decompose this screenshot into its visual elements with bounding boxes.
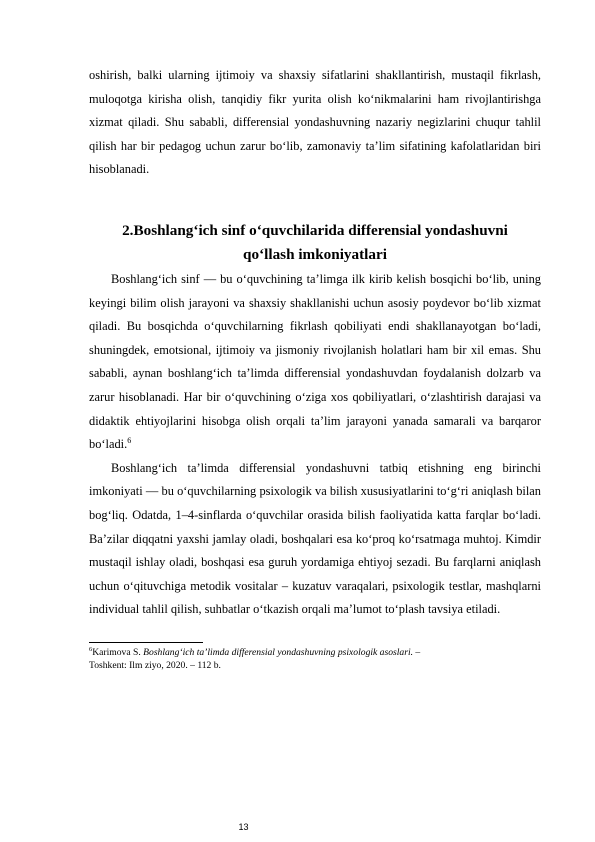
footnote-separator	[89, 642, 203, 643]
footnote-publication: Toshkent: Ilm ziyo, 2020. – 112 b.	[89, 659, 221, 671]
paragraph-1	[89, 268, 541, 457]
section-heading: 2.Boshlang‘ich sinf o‘quvchilarida differensial yondashuvni qo‘llash imkoniyatlari	[122, 221, 508, 264]
opening-paragraph: oshirish, balki ularning ijtimoiy va shaxsiy sifatlarini shakllantirish, mustaqil fikrlash, muloqotga kirisha olish, tanqidiy fikr yurita olish ko‘nikmalarini ham rivojlantirishga xizmat qiladi. Shu sababli, differensial yondashuvning nazariy negizlarini chuqur tahlil qilish har bir pedagog uchun zarur bo‘lib, zamonaviy ta’lim sifatining kafolatlaridan biri hisoblanadi.	[89, 68, 541, 177]
page-number: 13	[238, 822, 249, 832]
footnote	[89, 646, 541, 672]
footnote-dash: –	[413, 646, 421, 658]
document-page	[89, 64, 541, 672]
footnote-number: 6	[89, 645, 93, 653]
footnote-title: Boshlang‘ich ta’limda differensial yondashuvning psixologik asoslari.	[143, 646, 414, 658]
paragraph-2: Boshlang‘ich ta’limda differensial yondashuvni tatbiq etishning eng birinchi imkoniyati — bu o‘quvchilarning psixologik va bilish xususiyatlarini to‘g‘ri aniqlash bilan bog‘liq. Odatda, 1–4-sinflarda o‘quvchilar orasida bilish faoliyatida katta farqlar bo‘ladi. Ba’zilar diqqatni yaxshi jamlay oladi, boshqalari esa ko‘proq ko‘rsatmaga muhtoj. Kimdir mustaqil ishlay oladi, boshqasi esa guruh yordamiga ehtiyoj sezadi. Bu farqlarni aniqlash uchun o‘qituvchiga metodik vositalar – kuzatuv varaqalari, psixologik testlar, mashqlarni individual tahlil qilish, suhbatlar o‘tkazish orqali ma’lumot to‘plash tavsiya etiladi.	[89, 460, 541, 617]
paragraph-1-text: Boshlang‘ich sinf — bu o‘quvchining ta’limga ilk kirib kelish bosqichi bo‘lib, uning keyingi bilim olish jarayoni va shaxsiy shakllanishi uchun asosiy poydevor bo‘lib xizmat qiladi. Bu bosqichda o‘quvchilarning fikrlash qobiliyati endi shakllanayotgan bo‘ladi, shuningdek, emotsional, ijtimoiy va jismoniy rivojlanish holatlari ham bir xil emas. Shu sababli, aynan boshlang‘ich ta’limda differensial yondashuvdan foydalanish dolzarb va zarur hisoblanadi. Har bir o‘quvchining o‘ziga xos qobiliyatlari, o‘zlashtirish darajasi va didaktik ehtiyojlarini hisobga olish orqali ta’lim jarayoni yanada samarali va barqaror bo‘ladi.	[89, 271, 541, 452]
footnote-reference[interactable]: 6	[127, 436, 132, 445]
footnote-author: Karimova S.	[92, 646, 141, 658]
